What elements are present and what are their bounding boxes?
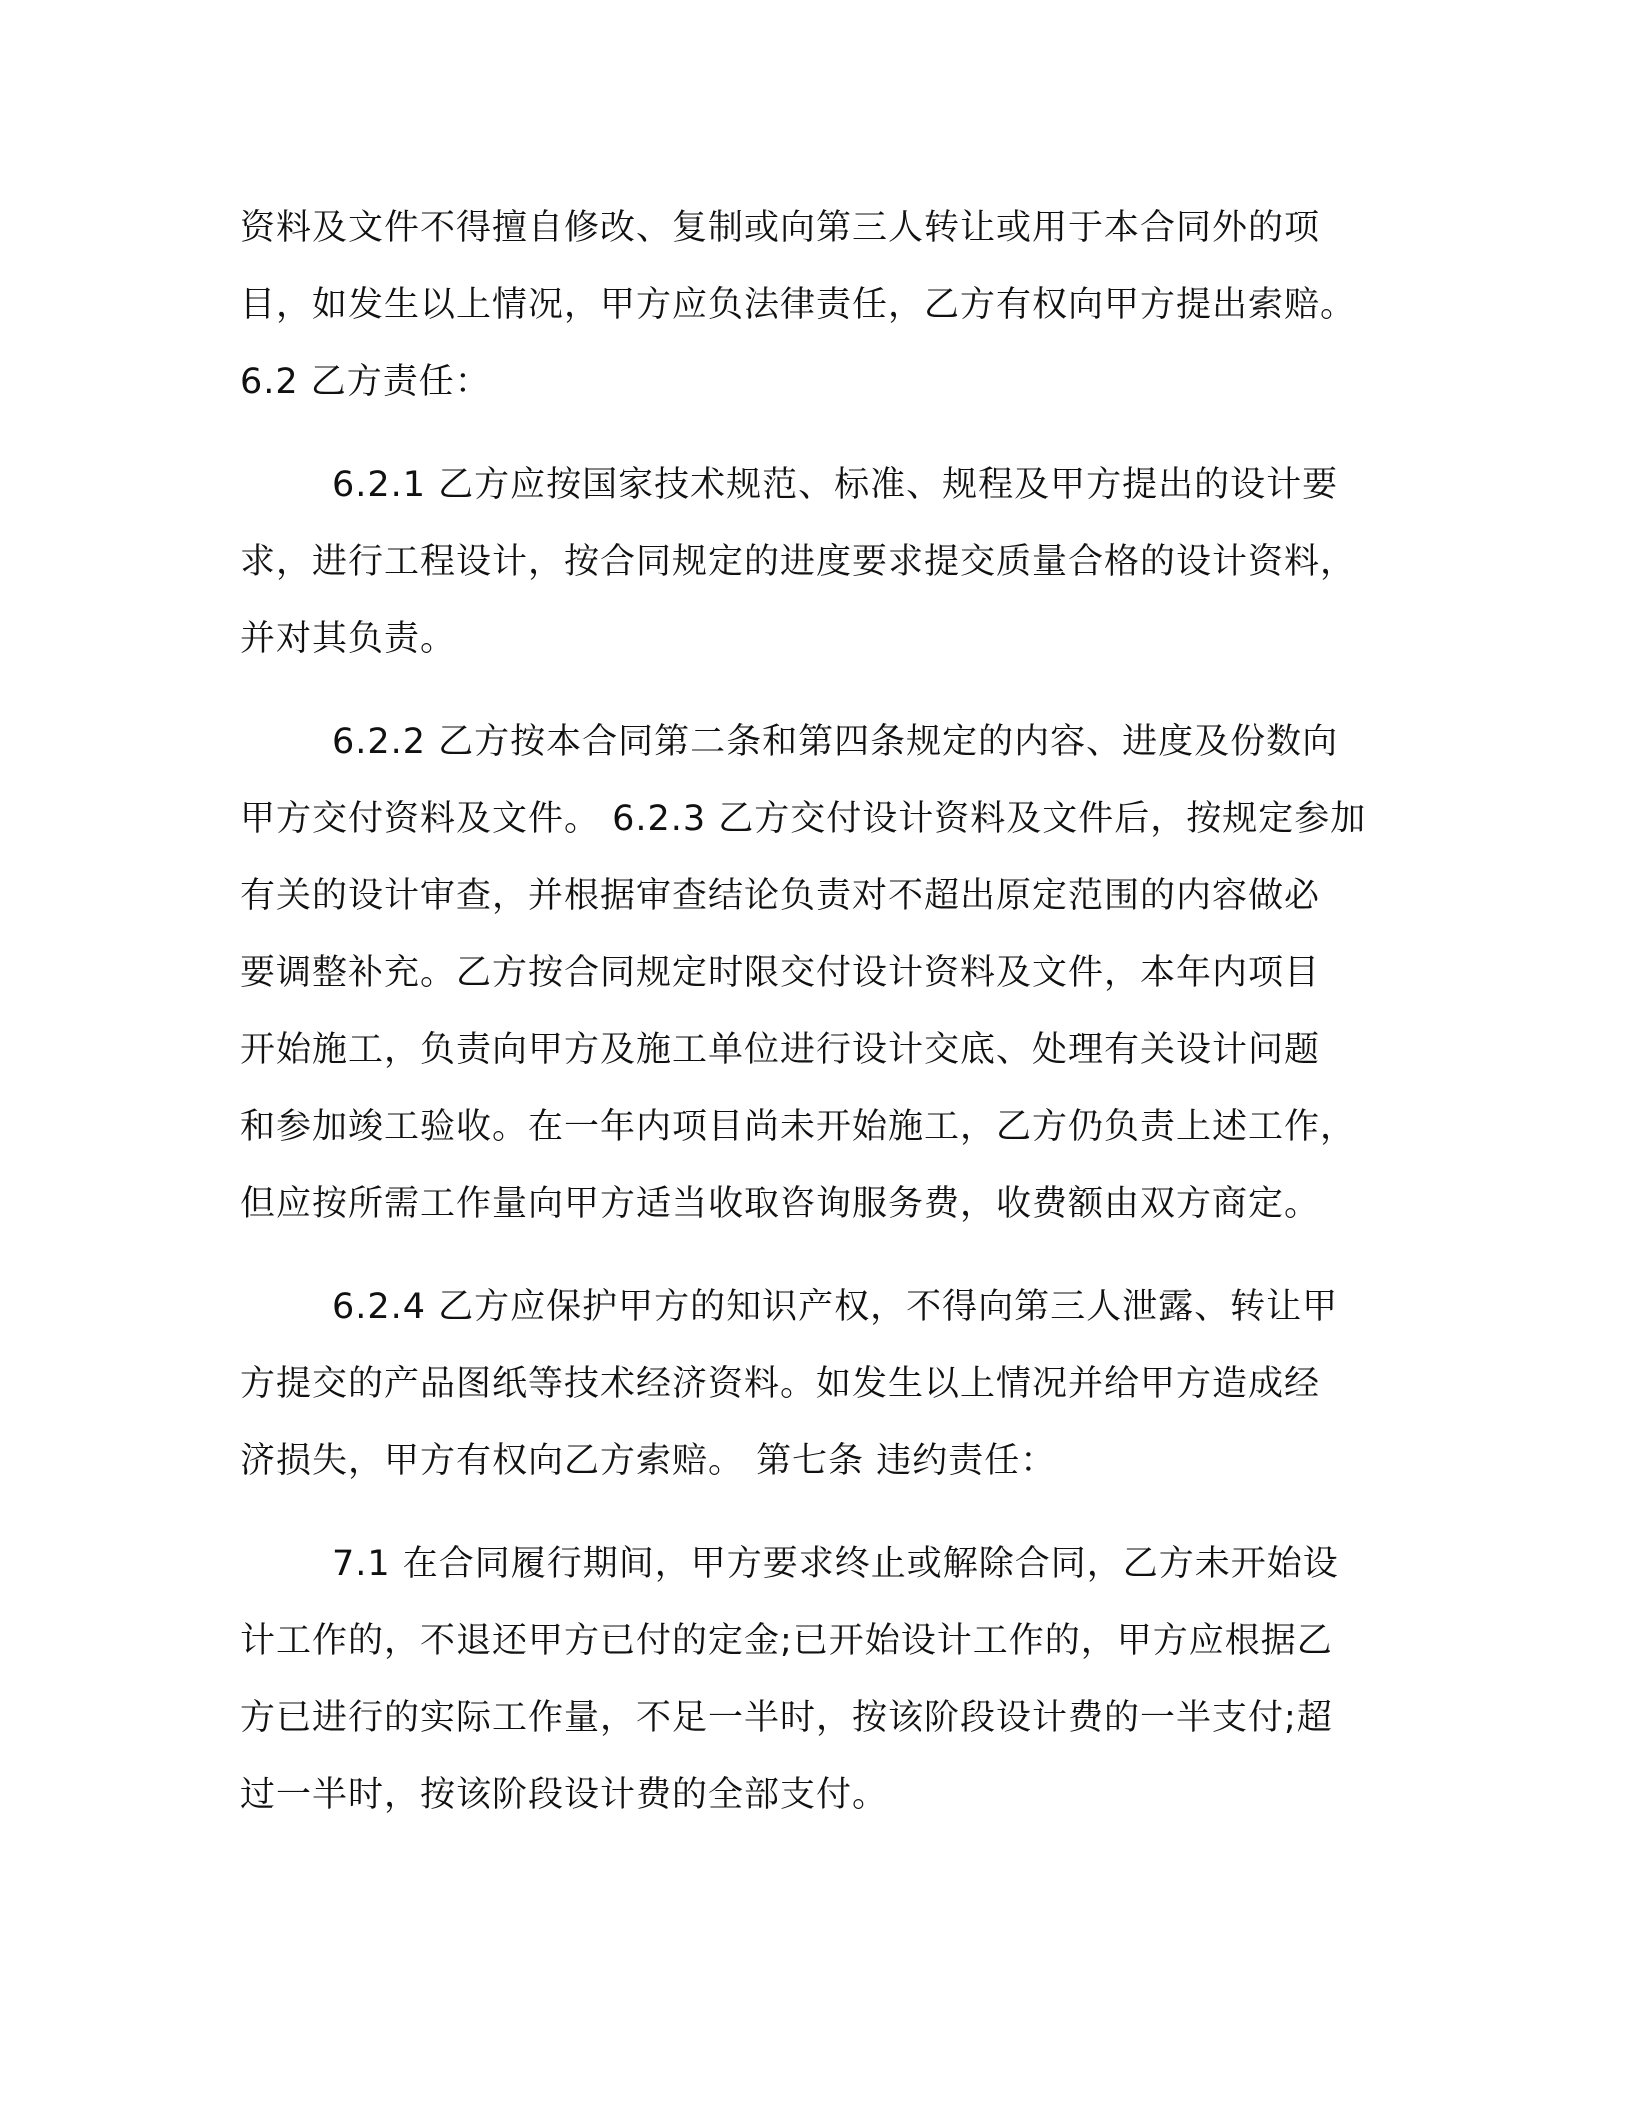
text-line: 方提交的产品图纸等技术经济资料。如发生以上情况并给甲方造成经 xyxy=(240,1364,1321,1404)
document-body xyxy=(240,190,1400,1834)
text-line: 求，进行工程设计，按合同规定的进度要求提交质量合格的设计资料， xyxy=(240,542,1357,582)
text-line: 并对其负责。 xyxy=(240,619,457,659)
text-line: 有关的设计审查，并根据审查结论负责对不超出原定范围的内容做必 xyxy=(240,876,1321,916)
text-line: 6.2.1 乙方应按国家技术规范、标准、规程及甲方提出的设计要 xyxy=(332,465,1339,505)
text-line: 要调整补充。乙方按合同规定时限交付设计资料及文件，本年内项目 xyxy=(240,953,1321,993)
text-line: 开始施工，负责向甲方及施工单位进行设计交底、处理有关设计问题 xyxy=(240,1030,1321,1070)
text-line: 济损失，甲方有权向乙方索赔。 第七条 违约责任： xyxy=(240,1441,1057,1481)
text-line: 6.2.2 乙方按本合同第二条和第四条规定的内容、进度及份数向 xyxy=(332,722,1339,762)
text-line: 甲方交付资料及文件。 6.2.3 乙方交付设计资料及文件后，按规定参加 xyxy=(240,799,1367,839)
text-line: 6.2.4 乙方应保护甲方的知识产权，不得向第三人泄露、转让甲 xyxy=(332,1287,1339,1327)
text-line: 目，如发生以上情况，甲方应负法律责任，乙方有权向甲方提出索赔。 xyxy=(240,285,1357,325)
text-line: 方已进行的实际工作量，不足一半时，按该阶段设计费的一半支付;超 xyxy=(240,1698,1333,1738)
text-line: 和参加竣工验收。在一年内项目尚未开始施工，乙方仍负责上述工作， xyxy=(240,1107,1357,1147)
text-line: 但应按所需工作量向甲方适当收取咨询服务费，收费额由双方商定。 xyxy=(240,1184,1321,1224)
text-line: 过一半时，按该阶段设计费的全部支付。 xyxy=(240,1775,889,1815)
text-line: 资料及文件不得擅自修改、复制或向第三人转让或用于本合同外的项 xyxy=(240,208,1321,248)
section-heading: 6.2 乙方责任： xyxy=(240,362,491,402)
text-line: 7.1 在合同履行期间，甲方要求终止或解除合同，乙方未开始设 xyxy=(332,1544,1339,1584)
text-line: 计工作的，不退还甲方已付的定金;已开始设计工作的，甲方应根据乙 xyxy=(240,1621,1333,1661)
